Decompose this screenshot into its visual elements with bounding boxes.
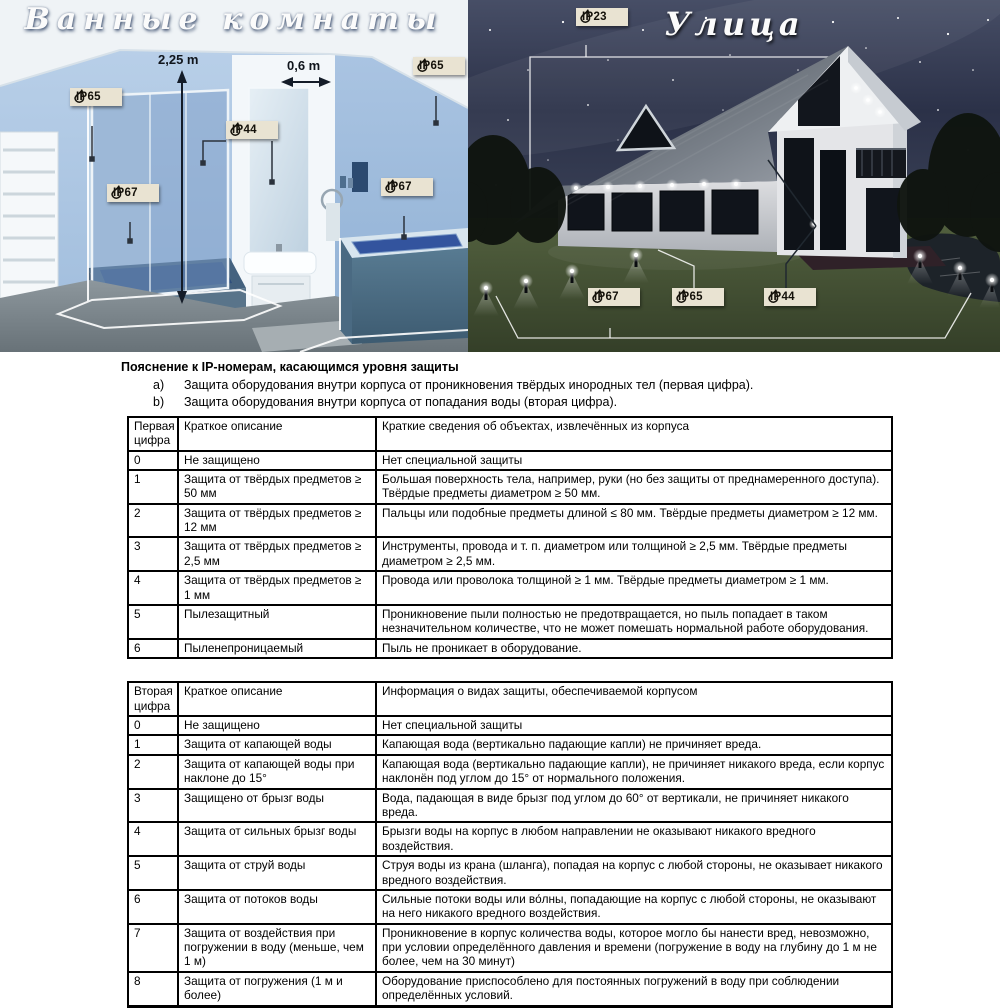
ip-badge-mirror-zone: [226, 121, 278, 139]
explanation-heading: Пояснение к IP-номерам, касающимся уровня защиты: [121, 360, 459, 374]
table-cell: Проникновение пыли полностью не предотвращается, но пыль попадает в таком незначительном количестве, что не может помешать нормальной работе оборудования.: [376, 605, 892, 639]
table-cell: Оборудование приспособлено для постоянных погружений в воду при соблюдении определённых условий.: [376, 972, 892, 1006]
table-cell: 4: [128, 822, 178, 856]
ip-badge-facade-top: [576, 8, 628, 26]
explanation-item-a: [153, 377, 911, 393]
column-header: Вторая цифра: [128, 682, 178, 716]
table-cell: 6: [128, 639, 178, 658]
column-header: Краткое описание: [178, 417, 376, 451]
table-header-row: [128, 417, 892, 451]
table-row: [128, 470, 892, 504]
table-row: [128, 716, 892, 735]
table-cell: 3: [128, 789, 178, 823]
table-cell: Защита от погружения (1 м и более): [178, 972, 376, 1006]
table-cell: Защита от капающей воды при наклоне до 15°: [178, 755, 376, 789]
table-row: [128, 605, 892, 639]
table-header-row: [128, 682, 892, 716]
bathroom-scene: [0, 0, 468, 352]
table-row: [128, 972, 892, 1006]
table-cell: Пылезащитный: [178, 605, 376, 639]
table-cell: Защита от твёрдых предметов ≥ 12 мм: [178, 504, 376, 538]
table-row: [128, 924, 892, 972]
table-cell: Защита от струй воды: [178, 856, 376, 890]
table-row: [128, 755, 892, 789]
table-cell: 1: [128, 470, 178, 504]
table-row: [128, 822, 892, 856]
list-marker: a): [153, 378, 165, 393]
table-cell: 2: [128, 755, 178, 789]
ip-rating-label: IP65: [678, 291, 703, 303]
table-cell: Большая поверхность тела, например, руки (но без защиты от преднамеренного доступа). Твёрдые предметы диаметром ≥ 50 мм.: [376, 470, 892, 504]
table-cell: Сильные потоки воды или во́лны, попадающие на корпус с любой стороны, не оказывают на него никакого вредного воздействия.: [376, 890, 892, 924]
water-drop-icon: [108, 184, 124, 202]
ip-badge-ceiling: [413, 57, 465, 75]
table-cell: 3: [128, 537, 178, 571]
table-cell: Инструменты, провода и т. п. диаметром или толщиной ≥ 2,5 мм. Твёрдые предметы диаметром ≥ 2,5 мм.: [376, 537, 892, 571]
table-row: [128, 735, 892, 754]
table-cell: 5: [128, 605, 178, 639]
table-cell: Нет специальной защиты: [376, 716, 892, 735]
ip-badge-wall-socket: [764, 288, 816, 306]
table-cell: Не защищено: [178, 451, 376, 470]
height-measurement-label: 2,25 m: [158, 52, 199, 67]
table-row: [128, 639, 892, 658]
table-cell: Не защищено: [178, 716, 376, 735]
list-marker: b): [153, 394, 165, 409]
table-cell: Защита от твёрдых предметов ≥ 2,5 мм: [178, 537, 376, 571]
water-drop-icon: [673, 288, 689, 306]
explanation-text: Защита оборудования внутри корпуса от попадания воды (вторая цифра).: [184, 394, 618, 409]
table-cell: 7: [128, 924, 178, 972]
table-cell: 5: [128, 856, 178, 890]
table-row: [128, 504, 892, 538]
table-cell: Вода, падающая в виде брызг под углом до 60° от вертикали, не причиняет никакого вреда.: [376, 789, 892, 823]
table-body: [128, 451, 892, 659]
table-cell: 6: [128, 890, 178, 924]
table-cell: Пыль не проникает в оборудование.: [376, 639, 892, 658]
explanation-text: Защита оборудования внутри корпуса от проникновения твёрдых инородных тел (первая цифра).: [184, 378, 754, 393]
table-cell: Защита от потоков воды: [178, 890, 376, 924]
column-header: Краткие сведения об объектах, извлечённых из корпуса: [376, 417, 892, 451]
table-row: [128, 571, 892, 605]
water-drop-icon: [71, 88, 87, 106]
table-row: [128, 451, 892, 470]
street-title: Улица: [664, 5, 804, 43]
water-drop-icon: [414, 57, 430, 75]
table-cell: Капающая вода (вертикально падающие капли) не причиняет вреда.: [376, 735, 892, 754]
ip-rating-label: IP44: [232, 124, 257, 136]
table-cell: 8: [128, 972, 178, 1006]
width-measurement-label: 0,6 m: [287, 58, 321, 73]
ip-rating-label: IP65: [419, 60, 444, 72]
table-cell: Защита от сильных брызг воды: [178, 822, 376, 856]
table-body: [128, 716, 892, 1006]
top-illustrations: [0, 0, 1000, 352]
water-drop-icon: [227, 121, 243, 139]
table-cell: Нет специальной защиты: [376, 451, 892, 470]
table-cell: Струя воды из крана (шланга), попадая на корпус с любой стороны, не оказывает никакого вредного воздействия.: [376, 856, 892, 890]
ip-badge-shower-floor: [107, 184, 159, 202]
column-header: Первая цифра: [128, 417, 178, 451]
table-row: [128, 890, 892, 924]
ip-rating-label: IP65: [76, 91, 101, 103]
table-cell: 0: [128, 716, 178, 735]
table-cell: Капающая вода (вертикально падающие капли), не причиняет никакого вреда, если корпус наклонён под углом до 15° от нормального положения.: [376, 755, 892, 789]
first-digit-table: [127, 416, 893, 659]
ip-badge-bathtub: [381, 178, 433, 196]
water-drop-icon: [382, 178, 398, 196]
table-cell: 4: [128, 571, 178, 605]
table-cell: Брызги воды на корпус в любом направлении не оказывают никакого вредного воздействия.: [376, 822, 892, 856]
table-cell: 1: [128, 735, 178, 754]
water-drop-icon: [765, 288, 781, 306]
second-digit-table: [127, 681, 893, 1007]
table-row: [128, 537, 892, 571]
ip-badge-ground: [588, 288, 640, 306]
table-cell: Защита от твёрдых предметов ≥ 50 мм: [178, 470, 376, 504]
ip-rating-label: IP44: [770, 291, 795, 303]
table-cell: Защищено от брызг воды: [178, 789, 376, 823]
table-cell: Пыленепроницаемый: [178, 639, 376, 658]
column-header: Краткое описание: [178, 682, 376, 716]
table-cell: Защита от капающей воды: [178, 735, 376, 754]
table-row: [128, 789, 892, 823]
ip-rating-label: IP67: [594, 291, 619, 303]
explanation-section: [121, 359, 911, 410]
table-cell: Защита от воздействия при погружении в воду (меньше, чем 1 м): [178, 924, 376, 972]
ip-rating-label: IP67: [113, 187, 138, 199]
table-cell: Защита от твёрдых предметов ≥ 1 мм: [178, 571, 376, 605]
ip-rating-label: IP67: [387, 181, 412, 193]
street-illustration: [468, 0, 1000, 352]
bathroom-illustration: [0, 0, 468, 352]
ip-badge-shower-wall: [70, 88, 122, 106]
water-drop-icon: [589, 288, 605, 306]
table-row: [128, 856, 892, 890]
ip-badge-outdoor-wall: [672, 288, 724, 306]
table-cell: Проникновение в корпус количества воды, которое могло бы нанести вред, невозможно, при условии определённого давления и времени (погружение в воду на глубину до 1 м не более, чем на 30 минут): [376, 924, 892, 972]
ip-rating-label: IP23: [582, 11, 607, 23]
bathroom-title: Ванные комнаты: [24, 2, 444, 37]
table-cell: 0: [128, 451, 178, 470]
column-header: Информация о видах защиты, обеспечиваемой корпусом: [376, 682, 892, 716]
street-scene: [468, 0, 1000, 352]
explanation-item-b: [153, 394, 911, 410]
table-cell: 2: [128, 504, 178, 538]
table-cell: Провода или проволока толщиной ≥ 1 мм. Твёрдые предметы диаметром ≥ 1 мм.: [376, 571, 892, 605]
water-drop-icon: [577, 8, 593, 26]
table-cell: Пальцы или подобные предметы длиной ≤ 80 мм. Твёрдые предметы диаметром ≥ 12 мм.: [376, 504, 892, 538]
